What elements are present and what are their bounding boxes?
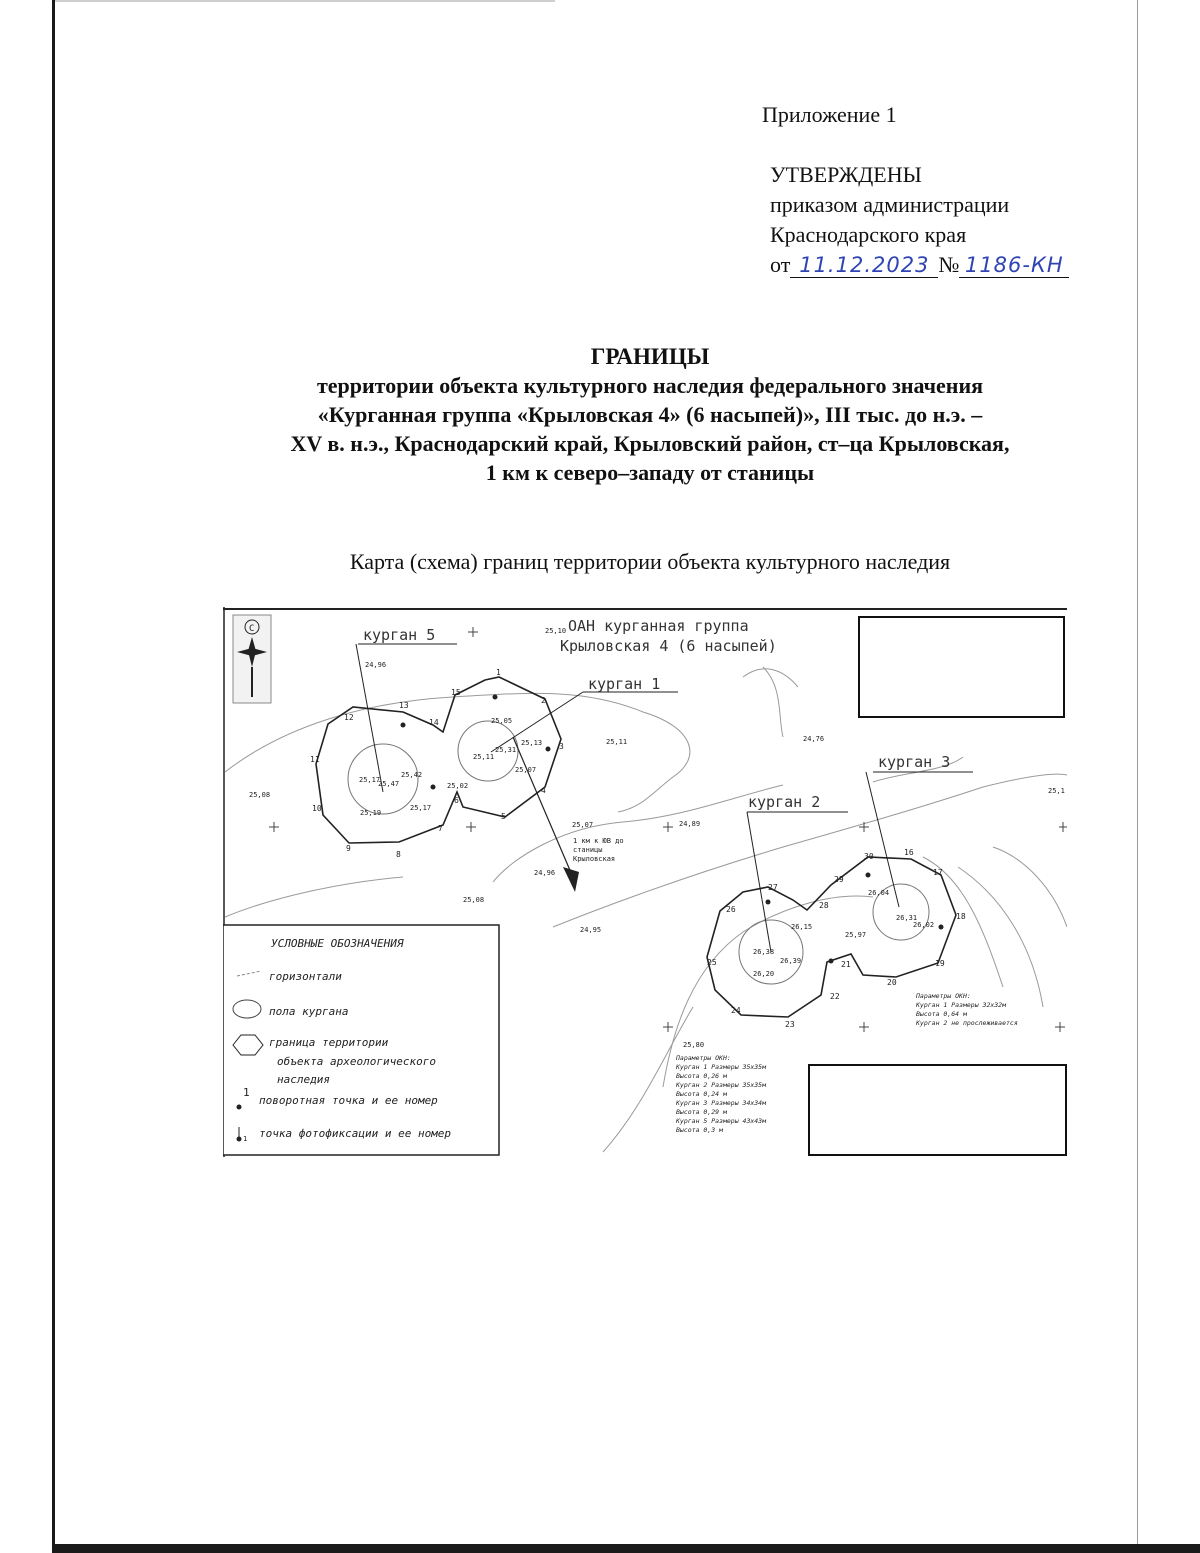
elevation-mark: 25,47 — [378, 780, 400, 788]
turn-point-number: 1 — [496, 668, 501, 677]
params-right-line: Курган 2 не прослеживается — [916, 1019, 1018, 1027]
params-left-line: Курган 3 Размеры 34х34м — [676, 1099, 767, 1107]
title-line-4: 1 км к северо–западу от станицы — [485, 460, 815, 485]
params-left-line: Высота 0,24 м — [676, 1090, 727, 1098]
turn-point-number: 19 — [935, 959, 945, 968]
params-left-line: Высота 0,29 м — [676, 1108, 727, 1116]
turn-point-number: 18 — [956, 912, 966, 921]
turn-point-number: 8 — [396, 850, 401, 859]
elevation-mark: 25,11 — [606, 738, 628, 746]
elevation-mark: 24,96 — [365, 661, 387, 669]
elevation-mark: 24,89 — [679, 820, 701, 828]
turn-point-number: 15 — [451, 688, 461, 697]
elevation-mark: 26,31 — [896, 914, 918, 922]
turn-point-number: 14 — [429, 718, 439, 727]
kurgan-floors-west — [348, 721, 518, 814]
legend-kurgan-floor: пола кургана — [269, 1005, 349, 1018]
turn-point-number: 29 — [834, 875, 844, 884]
elevation-mark: 24,96 — [534, 869, 556, 877]
elevation-mark: 25,10 — [545, 627, 567, 635]
params-left-line: Курган 2 Размеры 35х35м — [676, 1081, 767, 1089]
turn-point-number: 28 — [819, 901, 829, 910]
elevation-mark: 25,42 — [401, 771, 423, 779]
stamp-box-bottom — [809, 1065, 1066, 1155]
order-date-field — [790, 253, 938, 278]
turn-point-number: 6 — [454, 796, 459, 805]
turn-point-number: 22 — [830, 992, 840, 1001]
north-arrow-icon — [233, 615, 271, 703]
turn-point-number: 2 — [541, 696, 546, 705]
params-right-line: Высота 0,64 м — [916, 1010, 967, 1018]
document-title — [200, 342, 1100, 487]
direction-note-1: 1 км к ЮВ до — [573, 837, 624, 845]
elevation-mark: 26,38 — [753, 948, 775, 956]
scan-edge-bottom — [55, 1544, 1200, 1553]
elevation-mark: 25,13 — [521, 739, 543, 747]
appendix-label: Приложение 1 — [762, 102, 897, 127]
turn-point-number: 27 — [768, 883, 778, 892]
legend-photo-point-number: 1 — [243, 1135, 248, 1143]
turn-point-number: 30 — [864, 852, 874, 861]
from-label: от — [770, 252, 791, 277]
elevation-mark: 24,95 — [580, 926, 602, 934]
title-line-1: территории объекта культурного наследия федерального значения — [316, 373, 984, 398]
direction-note-3: Крыловская — [573, 855, 616, 863]
kurgan-1-label: курган 1 — [588, 675, 661, 693]
order-date-number-line — [770, 250, 1069, 280]
boundary-map — [223, 607, 1067, 1157]
params-left-line: Курган 5 Размеры 43х43м — [676, 1117, 767, 1125]
params-left-line: Высота 0,3 м — [676, 1126, 723, 1134]
map-svg — [223, 607, 1067, 1157]
turn-point-number: 24 — [731, 1006, 741, 1015]
svg-text:С: С — [249, 624, 255, 634]
params-right-line: Курган 1 Размеры 32х32м — [916, 1001, 1007, 1009]
kurgan-3-label: курган 3 — [878, 753, 951, 771]
elevation-mark: 25,17 — [359, 776, 381, 784]
turn-point-number: 7 — [438, 824, 443, 833]
turn-point-number: 5 — [501, 812, 506, 821]
legend-photo-point: точка фотофиксации и ее номер — [259, 1127, 452, 1140]
kurgan-2-label: курган 2 — [748, 793, 821, 811]
params-right — [915, 992, 1018, 1027]
elevation-mark: 25,08 — [249, 791, 271, 799]
turn-point-number: 10 — [312, 804, 322, 813]
boundary-west — [316, 677, 561, 843]
elevation-mark: 26,20 — [753, 970, 775, 978]
turn-point-number: 23 — [785, 1020, 795, 1029]
scan-edge-top — [55, 0, 555, 2]
approved-by-line2: Краснодарского края — [770, 222, 967, 247]
turn-point-number: 9 — [346, 844, 351, 853]
turn-point-number: 26 — [726, 905, 736, 914]
params-left-line: Курган 1 Размеры 35х35м — [676, 1063, 767, 1071]
elevation-mark: 26,02 — [913, 921, 935, 929]
map-title-line2: Крыловская 4 (6 насыпей) — [560, 637, 777, 655]
elevation-mark: 24,76 — [803, 735, 825, 743]
approved-by-line1: приказом администрации — [770, 192, 1010, 217]
turn-point-number: 4 — [541, 786, 546, 795]
map-subtitle: Карта (схема) границ территории объекта культурного наследия — [349, 549, 951, 574]
turn-point-number: 25 — [707, 958, 717, 967]
elevation-mark: 25,11 — [473, 753, 495, 761]
direction-note-2: станицы — [573, 846, 603, 854]
legend-turn-point: поворотная точка и ее номер — [259, 1094, 438, 1107]
params-left — [675, 1054, 767, 1134]
elevation-mark: 25,07 — [572, 821, 594, 829]
turn-point-number: 11 — [310, 755, 320, 764]
turn-point-number: 20 — [887, 978, 897, 987]
order-date-handwritten: 11.12.2023 — [799, 253, 930, 277]
order-number-handwritten: 1186-КН — [964, 253, 1064, 277]
legend-boundary-2: объекта археологического — [277, 1055, 436, 1068]
elevation-mark: 25,07 — [515, 766, 537, 774]
elevation-mark: 25,97 — [845, 931, 867, 939]
elevation-mark: 25,80 — [683, 1041, 705, 1049]
stamp-box-top — [859, 617, 1064, 717]
map-legend — [223, 925, 499, 1155]
elevation-mark: 25,31 — [495, 746, 517, 754]
params-left-line: Параметры ОКН: — [676, 1054, 731, 1062]
order-number-field — [959, 253, 1069, 278]
legend-boundary-1: граница территории — [269, 1036, 389, 1049]
scan-edge-left — [52, 0, 55, 1553]
legend-turn-point-number: 1 — [243, 1086, 250, 1099]
elevation-mark: 25,17 — [410, 804, 432, 812]
number-label: № — [938, 252, 960, 277]
map-title-line1: ОАН курганная группа — [568, 617, 749, 635]
title-heading: ГРАНИЦЫ — [590, 344, 710, 369]
legend-contours: горизонтали — [269, 970, 342, 983]
elevation-mark: 25,02 — [447, 782, 469, 790]
photo-points — [401, 695, 944, 964]
elevation-mark: 25,1 — [1048, 787, 1065, 795]
elevation-mark: 25,19 — [360, 809, 382, 817]
approved-label: УТВЕРЖДЕНЫ — [770, 162, 922, 187]
elevation-mark: 26,15 — [791, 923, 813, 931]
title-line-3: XV в. н.э., Краснодарский край, Крыловский район, ст–ца Крыловская, — [290, 431, 1010, 456]
turn-point-number: 17 — [933, 868, 943, 877]
kurgan-5-label: курган 5 — [363, 626, 436, 644]
turn-point-number: 16 — [904, 848, 914, 857]
turn-point-number: 13 — [399, 701, 409, 710]
elevation-mark: 26,04 — [868, 889, 890, 897]
params-right-line: Параметры ОКН: — [916, 992, 971, 1000]
elevation-mark: 25,05 — [491, 717, 513, 725]
turn-point-number: 12 — [344, 713, 354, 722]
legend-boundary-3: наследия — [277, 1073, 330, 1086]
params-left-line: Высота 0,26 м — [676, 1072, 727, 1080]
elevation-mark: 26,39 — [780, 957, 802, 965]
elevation-mark: 25,08 — [463, 896, 485, 904]
legend-title: УСЛОВНЫЕ ОБОЗНАЧЕНИЯ — [271, 937, 404, 950]
approval-block — [770, 160, 1069, 280]
turn-point-number: 21 — [841, 960, 851, 969]
turn-point-number: 3 — [559, 742, 564, 751]
scan-edge-right — [1137, 0, 1138, 1553]
title-line-2: «Курганная группа «Крыловская 4» (6 насыпей)», III тыс. до н.э. – — [317, 402, 983, 427]
